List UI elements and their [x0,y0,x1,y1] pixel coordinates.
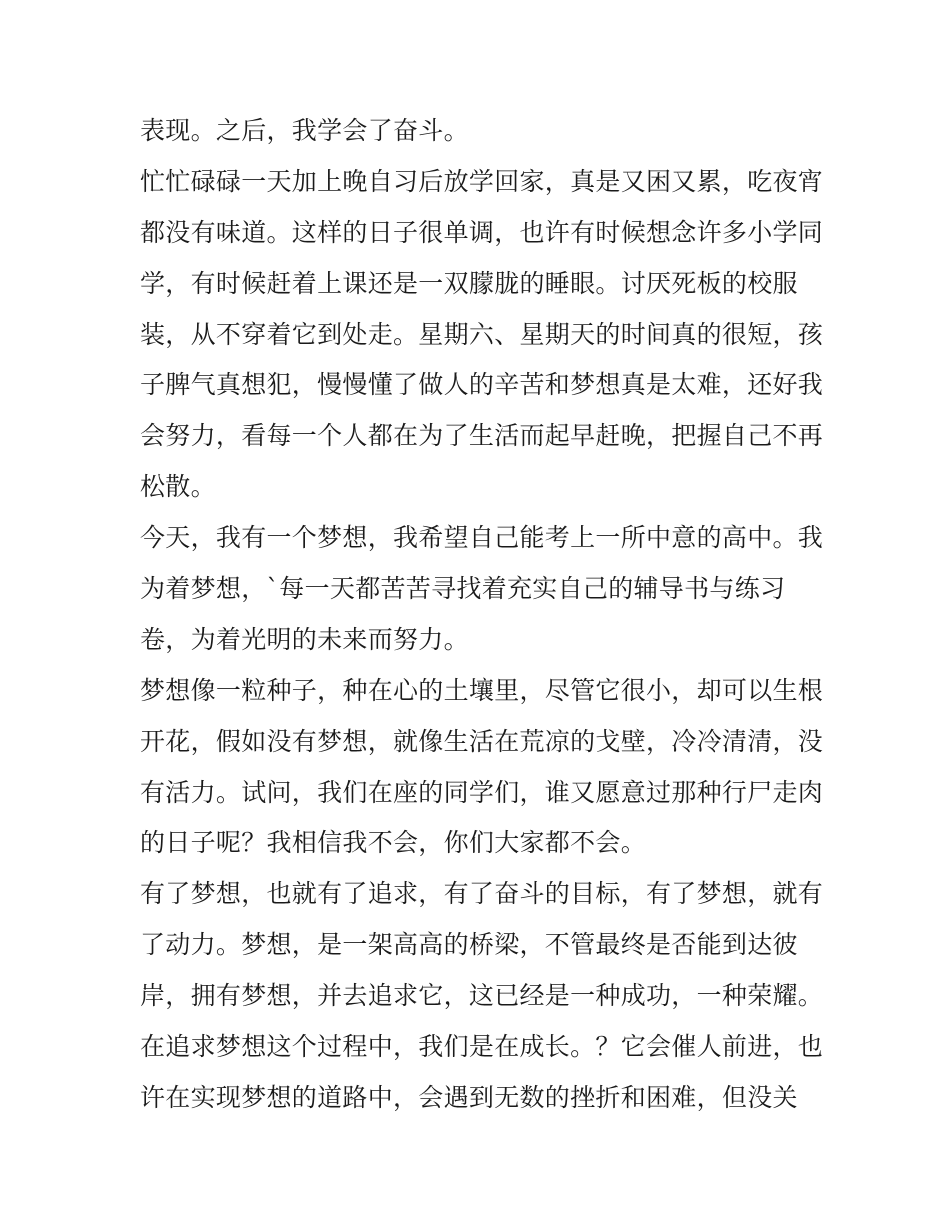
text-line: 卷，为着光明的未来而努力。 [140,624,469,654]
text-line: 会努力，看每一个人都在为了生活而起早赶晚，把握自己不再 [140,421,824,451]
text-line: 的日子呢？我相信我不会，你们大家都不会。 [140,828,647,858]
text-line: 装，从不穿着它到处走。星期六、星期天的时间真的很短，孩 [140,319,824,349]
text-line: 在追求梦想这个过程中，我们是在成长。？它会催人前进，也 [140,1032,824,1062]
text-line: 梦想像一粒种子，种在心的土壤里，尽管它很小，却可以生根 [140,675,824,705]
document-body [140,106,824,1124]
text-line: 子脾气真想犯，慢慢懂了做人的辛苦和梦想真是太难，还好我 [140,370,824,400]
text-line: 岸，拥有梦想，并去追求它，这已经是一种成功，一种荣耀。 [140,981,824,1011]
text-line: 为着梦想，`每一天都苦苦寻找着充实自己的辅导书与练习 [140,574,786,604]
text-line: 了动力。梦想，是一架高高的桥梁，不管最终是否能到达彼 [140,930,798,960]
text-line: 忙忙碌碌一天加上晚自习后放学回家，真是又困又累，吃夜宵 [140,166,824,196]
text-line: 学，有时候赶着上课还是一双朦胧的睡眼。讨厌死板的校服 [140,268,798,298]
text-line: 松散。 [140,472,216,502]
text-line: 许在实现梦想的道路中，会遇到无数的挫折和困难，但没关 [140,1082,798,1112]
text-line: 有了梦想，也就有了追求，有了奋斗的目标，有了梦想，就有 [140,879,824,909]
text-line: 都没有味道。这样的日子很单调，也许有时候想念许多小学同 [140,217,824,247]
text-line: 有活力。试问，我们在座的同学们，谁又愿意过那种行尸走肉 [140,777,824,807]
text-line: 今天，我有一个梦想，我希望自己能考上一所中意的高中。我 [140,523,824,553]
text-line: 开花，假如没有梦想，就像生活在荒凉的戈壁，冷冷清清，没 [140,726,824,756]
text-line: 表现。之后，我学会了奋斗。 [140,116,469,145]
